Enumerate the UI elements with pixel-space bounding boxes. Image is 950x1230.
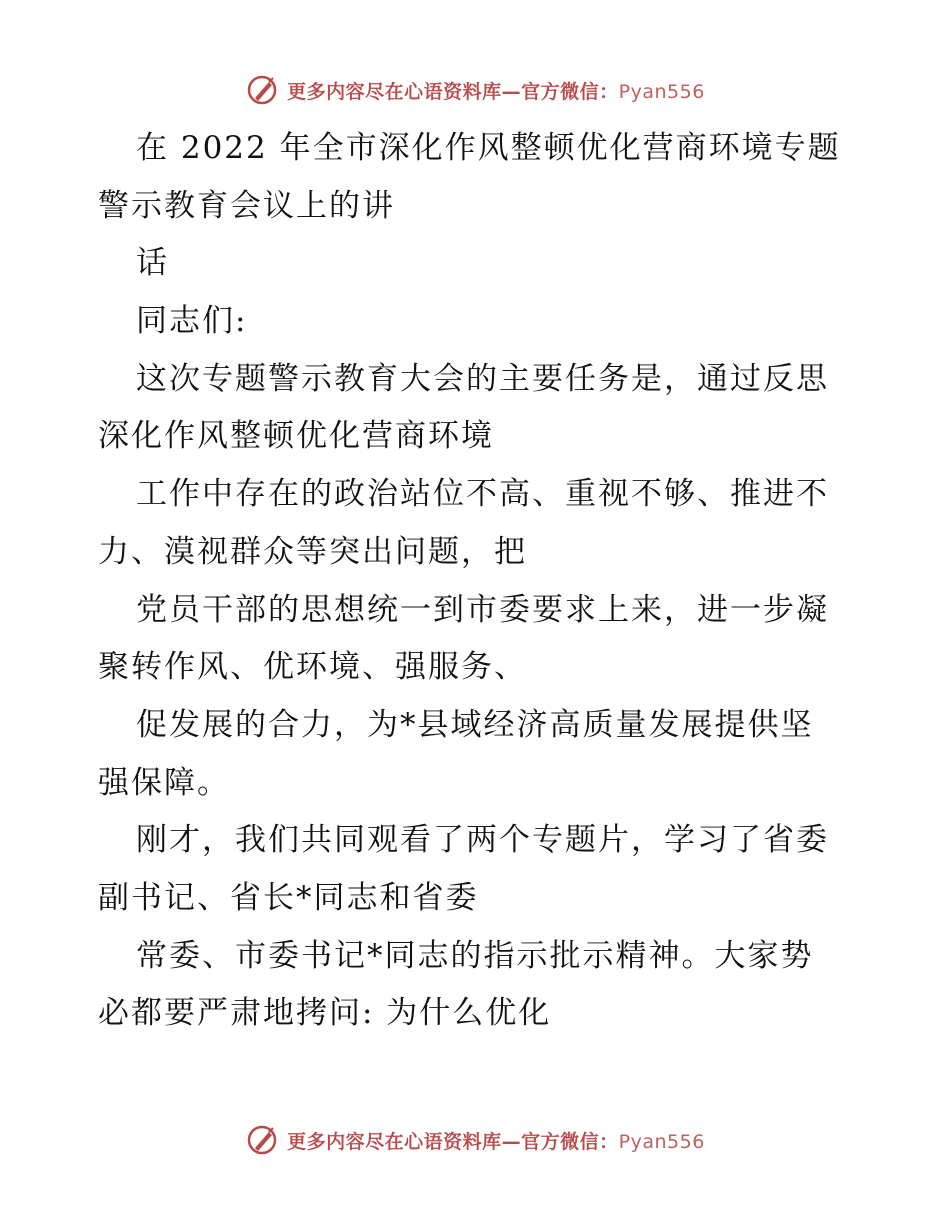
document-line: 工作中存在的政治站位不高、重视不够、推进不 xyxy=(136,476,829,513)
pen-logo-icon xyxy=(245,1123,279,1157)
header-banner xyxy=(0,70,950,110)
document-line: 这次专题警示教育大会的主要任务是，通过反思 xyxy=(136,360,829,397)
document-line: 力、漠视群众等突出问题，把 xyxy=(98,533,527,570)
footer-banner xyxy=(0,1120,950,1160)
document-line: 聚转作风、优环境、强服务、 xyxy=(98,649,527,686)
document-line: 党员干部的思想统一到市委要求上来，进一步凝 xyxy=(136,591,829,628)
document-line: 深化作风整顿优化营商环境 xyxy=(98,418,494,455)
pen-logo-icon xyxy=(245,73,279,107)
document-line: 常委、市委书记*同志的指示批示精神。大家势 xyxy=(136,937,814,974)
document-line: 强保障。 xyxy=(98,764,230,801)
footer-banner-account: Pyan556 xyxy=(618,1130,705,1153)
footer-banner-label: 更多内容尽在心语资料库—官方微信： xyxy=(287,1130,619,1153)
document-body xyxy=(98,120,858,1043)
header-banner-account: Pyan556 xyxy=(618,80,705,103)
document-line: 副书记、省长*同志和省委 xyxy=(98,879,479,916)
header-banner-label: 更多内容尽在心语资料库—官方微信： xyxy=(287,80,619,103)
document-line: 刚才，我们共同观看了两个专题片，学习了省委 xyxy=(136,822,829,859)
document-line: 警示教育会议上的讲 xyxy=(98,187,395,224)
header-banner-text xyxy=(287,77,705,104)
document-line: 话 xyxy=(136,245,169,282)
document-line: 同志们: xyxy=(136,303,248,340)
document-line: 促发展的合力，为*县域经济高质量发展提供坚 xyxy=(136,706,814,743)
footer-banner-text xyxy=(287,1127,705,1154)
document-line: 必都要严肃地拷问: 为什么优化 xyxy=(98,995,552,1032)
document-line: 在 2022 年全市深化作风整顿优化营商环境专题 xyxy=(136,130,841,166)
